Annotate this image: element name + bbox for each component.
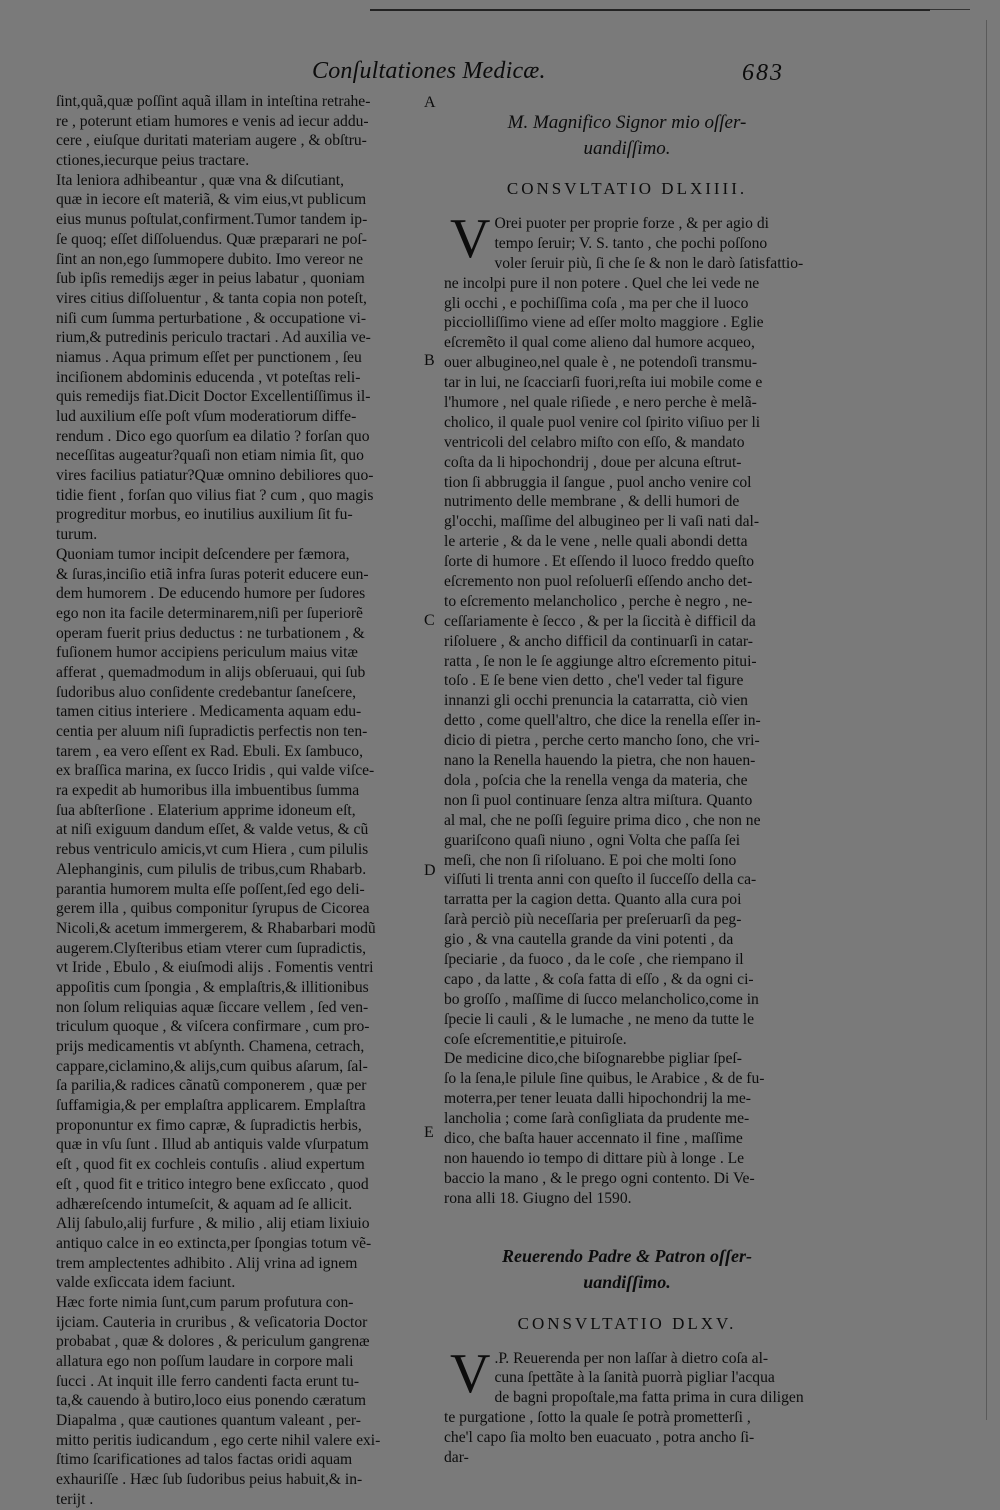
text-line: baccio la mano , & le prego ogni contento. Di Ve- (444, 1169, 755, 1187)
text-line: tidie fient , forſan quo vilius fiat ? cum , quo magis (56, 486, 374, 504)
text-line: eſt , quod fit e tritico integro bene exſiccato , quod (56, 1175, 369, 1193)
text-line: triculum quoque , & viſcera confirmare , cum pro- (56, 1018, 370, 1036)
text-line: ſe quoq; eſſet diſſoluendus. Quæ præparari ne poſ- (56, 230, 367, 248)
text-line: ſucci . At inquit ille ferro candenti facta erunt tu- (56, 1372, 360, 1390)
text-line: allatura ego non poſſum laudare in corpore mali (56, 1353, 354, 1370)
text-line: progreditur morbus, eo inutilius auxilium ſit fu- (56, 506, 353, 524)
text-line: Diapalma , quæ cautiones quantum valeant , per- (56, 1412, 361, 1430)
text-line: ſpecie li cauli , & le lumache , ne meno da tutte le (444, 1010, 755, 1028)
text-line: cholico, il quale puol venire col ſpirito viſiuo per li (444, 413, 761, 431)
text-line: ſuffamigia,& per emplaſtra applicarem. Emplaſtra (56, 1097, 366, 1115)
text-line: non ſi puol continuare ſenza altra miſtura. Quanto (444, 791, 753, 809)
text-line: quæ in iecore eſt materiã, & vim eius,vt publicum (56, 191, 367, 209)
text-line: inciſionem abdominis educenda , vt poteſtas reli- (56, 368, 361, 386)
section-gap (444, 1209, 810, 1243)
text-line: che'l capo ſia molto ben euacuato , potra ancho ſi- (444, 1429, 755, 1447)
text-line: eſcremẽto il qual come alieno dal humore acqueo, (444, 334, 755, 352)
text-line: neceſſitas augeatur?quaſi non etiam nimia ſit, quo (56, 447, 364, 465)
text-line: gio , & vna cautella grande da vini potenti , da (444, 931, 734, 949)
text-line: toſo . E ſe bene vien detto , che'l veder tal figure (444, 672, 744, 690)
text-line: Hæc forte nimia ſunt,cum parum profutura con- (56, 1293, 354, 1311)
consultation-body (444, 1342, 810, 1468)
address-line: M. Magnifico Signor mio oſſer- (507, 112, 747, 133)
text-line: dico, che baſta hauer accennato il fine , maſſime (444, 1129, 743, 1147)
text-line: ijciam. Cauteria in cruribus , & veſicatoria Doctor (56, 1313, 368, 1331)
text-line: innanzi gli occhi prenuncia la catarratta, ciò vien (444, 692, 748, 710)
text-line: coſta da li hipochondrij , doue per alcuna eſtrut- (444, 453, 742, 471)
text-line: rendum . Dico ego quorſum ea dilatio ? forſan quo (56, 427, 370, 445)
text-line: cappare,ciclamino,& alijs,cum quibus aſarum, ſal- (56, 1057, 368, 1075)
margin-letter-b: B (424, 352, 435, 369)
text-line: tarratta per la cagion detta. Quanto alla cura poi (444, 891, 742, 909)
address-line: uandiſſimo. (583, 138, 671, 159)
text-line: gli occhi , e pochiſſima coſa , ma per che il luoco (444, 294, 749, 312)
consultation-body (444, 208, 810, 1209)
text-line: tar in lui, ne ſcacciarſi fuori,reſta iui mobile come e (444, 374, 763, 392)
text-line: picciolliſſimo viene ad eſſer molto maggiore . Eglie (444, 314, 764, 332)
top-rule-right (930, 9, 970, 10)
text-line: ouer albugineo,nel quale è , ne potendoſi transmu- (444, 354, 758, 372)
text-line: rebus ventriculo amicis,vt cum Hiera , cum pilulis (56, 841, 369, 859)
text-line: ſua abſterſione . Elaterium apprime idoneum eſt, (56, 801, 356, 819)
text-line: rium,& putredinis periculo tractari . Ad auxilia ve- (56, 329, 371, 347)
text-line: gerem illa , quibus componitur ſyrupus de Cicorea (56, 900, 370, 918)
text-line: centia per aluum niſi ſupradictis perfectis non ten- (56, 723, 368, 740)
page-edge (986, 20, 987, 1420)
text-line: to eſcremento melancholico , perche è negro , ne- (444, 592, 753, 610)
address-line: Reuerendo Padre & Patron oſſer- (502, 1245, 752, 1266)
text-line: ſtimo ſcarificationes ad talos factas oridi aquam (56, 1451, 353, 1469)
text-line: dar- (444, 1448, 469, 1466)
top-rule (370, 9, 930, 11)
text-line: valde exſiccata idem faciunt. (56, 1274, 236, 1292)
text-line: afferat , quemadmodum in alijs obſeruaui, qui ſub (56, 663, 366, 681)
text-line: ex braſſica marina, ex ſucco Iridis , qui valde viſce- (56, 762, 375, 780)
margin-letter-a: A (424, 94, 436, 111)
drop-cap: V (450, 208, 491, 270)
address-line: uandiſſimo. (583, 1271, 671, 1292)
text-line: probabat , quæ & dolores , & periculum gangrenæ (56, 1333, 370, 1351)
text-line: de bagni propoſtale,ma fatta prima in cura diligen (494, 1389, 804, 1407)
text-line: cuna ſpettãte à la ſanità puorrà pigliar l'acqua (494, 1369, 775, 1387)
text-line: re , poterunt etiam humores e venis ad iecur addu- (56, 112, 369, 130)
text-line: al mal, che ne poſſi ſeguire prima dico , che non ne (444, 811, 761, 829)
text-line: capo , da latte , & coſa fatta di eſſo , & da ogni ci- (444, 970, 754, 988)
text-line: eſt , quod fit ex cochleis contuſis . aliud expertum (56, 1156, 365, 1174)
left-column (56, 92, 418, 1510)
text-line: riſoluere , & ancho difficil da continuarſi in catar- (444, 632, 753, 650)
consultation-563 (444, 110, 810, 1209)
text-line: guariſcono quaſi niuno , ogni Volta che paſſa ſei (444, 831, 741, 849)
text-line: ra expedit ab humoribus illa imbuentibus ſumma (56, 782, 360, 800)
margin-letter-c: C (424, 612, 435, 629)
text-line: parantia humorem multa eſſe poſſent,ſed ego deli- (56, 880, 365, 898)
text-line: ta,& cauendo à butiro,loco eius ponendo cæratum (56, 1392, 367, 1410)
text-line: dicio di pietra , perche certo mancho ſono, che vri- (444, 732, 760, 750)
text-line: antiquo calce in eo extincta,per ſpongias totum vẽ- (56, 1234, 372, 1252)
text-line: vires facilius patiatur?Quæ omnino debiliores quo- (56, 467, 374, 485)
text-line: lancholia ; come ſarà conſigliata da prudente me- (444, 1110, 750, 1128)
text-line: ctiones,iecurque peius tractare. (56, 152, 250, 170)
text-line: ſub ipſis remedijs æger in peius labatur , quoniam (56, 270, 365, 288)
text-line: voler ſeruir più, ſi che ſe & non le darò ſatisfattio- (494, 254, 804, 272)
text-line: ſpeciarie , da fuoco , da le coſe , che riempano il (444, 950, 744, 968)
text-line: fuſionem humor accipiens periculum maius vitæ (56, 644, 358, 662)
text-line: coſe eſcrementitie,e pituiroſe. (444, 1030, 627, 1048)
text-line: nano la Renella hauendo la pietra, che non hauen- (444, 752, 756, 770)
text-line: l'humore , nel quale riſiede , e nero perche è melã- (444, 394, 757, 412)
text-line: appoſitis cum ſpongia , & emplaſtris,& illitionibus (56, 978, 369, 996)
margin-letter-e: E (424, 1124, 434, 1141)
text-line: Quoniam tumor incipit deſcendere per fæmora, (56, 545, 350, 563)
text-line: Orei puoter per proprie forze , & per agio di (494, 215, 769, 232)
text-line: bo groſſo , maſſime di ſucco melancholico,come in (444, 990, 759, 1008)
text-line: .P. Reuerenda per non laſſar à dietro coſa al- (494, 1349, 769, 1367)
text-line: proponuntur ex fimo capræ, & ſupradictis herbis, (56, 1116, 362, 1134)
text-line: ſint an non,ego ſummopere dubito. Imo vereor ne (56, 250, 364, 268)
text-line: vt Iride , Ebulo , & eiuſmodi alijs . Fomentis ventri (56, 959, 374, 977)
text-line: niſi cum ſumma perturbatione , & occupatione vi- (56, 309, 367, 327)
text-line: prijs medicamentis vt abſynth. Chamena, cetrach, (56, 1038, 365, 1055)
text-line: te purgatione , ſotto la quale ſe potrà prometterſi , (444, 1409, 751, 1427)
text-line: niamus . Aqua primum eſſet per punctionem , ſeu (56, 348, 362, 366)
running-title: Conſultationes Medicæ. (312, 58, 546, 84)
text-line: lud auxilium eſſe poſt vſum moderatiorum diffe- (56, 408, 357, 425)
text-line: ſudoribus aluo conſidente credebantur ſaneſcere, (56, 683, 357, 701)
text-line: nutrimento delle membrane , & delli humori de (444, 493, 740, 511)
text-line: vires citius diſſoluentur , & tanta copia non poteſt, (56, 289, 367, 307)
text-line: non ſolum reliquias aquæ ſiccare vellem , ſed ven- (56, 998, 369, 1016)
text-line: tion ſi abbruggia il ſangue , puol ancho venire col (444, 473, 752, 491)
text-line: Alephanginis, cum pilulis de tribus,cum Rhabarb. (56, 860, 367, 878)
text-line: ratta , ſe non le ſe aggiunge altro eſcremento pitui- (444, 652, 757, 670)
text-line: cere , eiuſque duritati materiam augere , & obſtru- (56, 132, 367, 150)
text-line: Alij ſabulo,alij furfure , & milio , alij etiam lixiuio (56, 1215, 370, 1233)
text-line: adhæreſcendo intumeſcit, & aquam ad ſe allicit. (56, 1195, 353, 1213)
text-line: trem amplectentes adhibito . Alij vrina ad ignem (56, 1254, 358, 1272)
text-line: detto , come quell'altro, che dice la renella eſſer in- (444, 712, 761, 730)
drop-cap: V (450, 1342, 491, 1405)
address-heading (444, 1243, 810, 1295)
text-line: tarem , ea vero eſſent ex Rad. Ebuli. Ex ſambuco, (56, 742, 364, 760)
text-line: eſcremento non puol reſoluerſi eſſendo ancho det- (444, 573, 753, 591)
right-column (444, 110, 810, 1468)
text-line: Nicoli,& acetum immergerem, & Rhabarbari modũ (56, 919, 376, 937)
text-line: tempo ſeruir; V. S. tanto , che pochi poſſono (494, 234, 768, 252)
text-line: tamen citius interiere . Medicamenta aquam edu- (56, 703, 362, 721)
text-line: gl'occhi, maſſime del albugineo per li vaſi nati dal- (444, 513, 760, 531)
text-line: operam fuerit prius deductus : ne turbationem , & (56, 624, 365, 642)
text-line: le arterie , & da le vene , nelle quali abondi detta (444, 533, 748, 551)
text-line: viſſuti li trenta anni con queſto il ſucceſſo della ca- (444, 871, 757, 889)
text-line: moterra,per tener leuata dalli hipochondrij la me- (444, 1090, 751, 1108)
text-line: ſorte di humore . Et eſſendo il luoco freddo queſto (444, 553, 755, 571)
text-line: ſa parilia,& radices cãnatũ componerem , quæ per (56, 1077, 367, 1095)
consultation-565 (444, 1243, 810, 1468)
consultation-title: CONSVLTATIO DLXV. (517, 1313, 737, 1333)
text-line: exhauriſſe . Hæc ſub ſudoribus peius habuit,& in- (56, 1471, 363, 1489)
text-line: quis remedijs fiat.Dicit Doctor Excellentiſſimus il- (56, 388, 371, 406)
text-line: augerem.Clyſteribus etiam vterer cum ſupradictis, (56, 939, 367, 957)
text-line: ceſſariamente è ſecco , & per la ſiccità è difficil da (444, 612, 756, 630)
text-line: De medicine dico,che biſognarebbe pigliar ſpeſ- (444, 1050, 742, 1068)
text-line: rona alli 18. Giugno del 1590. (444, 1189, 632, 1207)
page-number: 683 (742, 60, 784, 86)
text-line: ne incolpi pure il non potere . Quel che lei vede ne (444, 274, 760, 292)
text-line: ſarà perciò più neceſſaria per preſeruarſi da peg- (444, 911, 742, 929)
text-line: terijt . (56, 1490, 94, 1508)
margin-letter-d: D (424, 862, 436, 879)
text-line: quæ in vſu ſunt . Illud ab antiquis valde vſurpatum (56, 1136, 369, 1154)
text-line: dem humorem . De educendo humore per ſudores (56, 585, 366, 603)
text-line: & ſuras,inciſio etiã infra ſuras poterit educere eun- (56, 565, 369, 583)
text-line: turum. (56, 526, 98, 544)
address-heading (444, 110, 810, 162)
text-line: meſi, che non ſi riſoluano. E poi che molti ſono (444, 851, 737, 869)
text-line: eius munus poſtulat,confirment.Tumor tandem ip- (56, 211, 368, 229)
text-line: mitto peritis iudicandum , ego certe nihil valere exi- (56, 1431, 381, 1449)
text-line: ſo la ſena,le pilule ſine quibus, le Arabice , & de fu- (444, 1070, 765, 1088)
consultation-title: CONSVLTATIO DLXIIII. (506, 179, 748, 198)
text-line: Ita leniora adhibeantur , quæ vna & diſcutiant, (56, 171, 344, 189)
text-line: at niſi exiguum dandum eſſet, & valde vetus, & cũ (56, 821, 369, 839)
text-line: ventricoli del celabro miſto con eſſo, & mandato (444, 433, 745, 451)
text-line: dola , poſcia che la renella venga da materia, che (444, 771, 748, 789)
text-line: non hauendo io tempo di dittare più à longe . Le (444, 1149, 745, 1167)
text-line: ſint,quã,quæ poſſint aquã illam in inteſtina retrahe- (56, 93, 371, 110)
text-line: ego non ita facile determinarem,niſi per ſuperiorẽ (56, 604, 363, 622)
